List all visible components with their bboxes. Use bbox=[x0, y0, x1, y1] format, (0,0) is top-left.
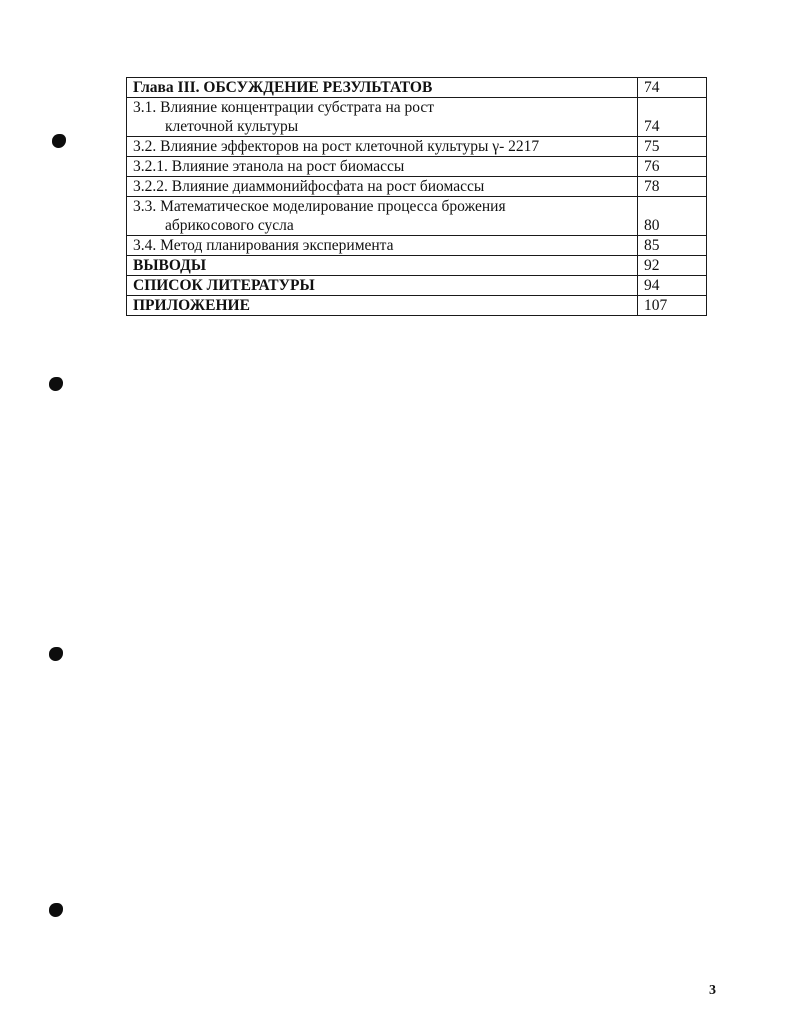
toc-row-references bbox=[127, 276, 707, 296]
toc-page: 74 bbox=[638, 78, 707, 98]
toc-row-3-1 bbox=[127, 98, 707, 137]
punch-hole-mark bbox=[49, 903, 63, 917]
toc-page: 78 bbox=[638, 177, 707, 197]
toc-row-3-3 bbox=[127, 197, 707, 236]
toc-title-line: 3.3. Математическое моделирование процесса брожения bbox=[133, 198, 506, 215]
toc-page: 92 bbox=[638, 256, 707, 276]
toc-page: 75 bbox=[638, 137, 707, 157]
toc-title: 3.4. Метод планирования эксперимента bbox=[127, 236, 638, 256]
toc-title: Глава III. ОБСУЖДЕНИЕ РЕЗУЛЬТАТОВ bbox=[127, 78, 638, 98]
toc-row-appendix bbox=[127, 296, 707, 316]
toc-row-3-2 bbox=[127, 137, 707, 157]
toc-row-3-2-1 bbox=[127, 157, 707, 177]
toc-title: ВЫВОДЫ bbox=[127, 256, 638, 276]
toc-title: 3.2.2. Влияние диаммонийфосфата на рост биомассы bbox=[127, 177, 638, 197]
toc-row-3-4 bbox=[127, 236, 707, 256]
page-number: 3 bbox=[709, 983, 716, 998]
table-of-contents bbox=[126, 77, 707, 316]
toc-page: 74 bbox=[638, 98, 707, 137]
punch-hole-mark bbox=[49, 647, 63, 661]
toc-page: 85 bbox=[638, 236, 707, 256]
toc-title: 3.2.1. Влияние этанола на рост биомассы bbox=[127, 157, 638, 177]
toc-title-line: клеточной культуры bbox=[165, 118, 299, 135]
toc-title-line: 3.1. Влияние концентрации субстрата на рост bbox=[133, 99, 435, 116]
toc-title: ПРИЛОЖЕНИЕ bbox=[127, 296, 638, 316]
toc-page: 76 bbox=[638, 157, 707, 177]
punch-hole-mark bbox=[52, 134, 66, 148]
toc-title-line: абрикосового сусла bbox=[165, 217, 294, 234]
toc-page: 107 bbox=[638, 296, 707, 316]
toc-row-conclusions bbox=[127, 256, 707, 276]
toc-row-3-2-2 bbox=[127, 177, 707, 197]
toc-title bbox=[127, 197, 638, 236]
toc-title: СПИСОК ЛИТЕРАТУРЫ bbox=[127, 276, 638, 296]
toc-title bbox=[127, 98, 638, 137]
punch-hole-mark bbox=[49, 377, 63, 391]
toc-row-chapter-3 bbox=[127, 78, 707, 98]
toc-title: 3.2. Влияние эффекторов на рост клеточной культуры γ- 2217 bbox=[127, 137, 638, 157]
toc-page: 94 bbox=[638, 276, 707, 296]
toc-page: 80 bbox=[638, 197, 707, 236]
